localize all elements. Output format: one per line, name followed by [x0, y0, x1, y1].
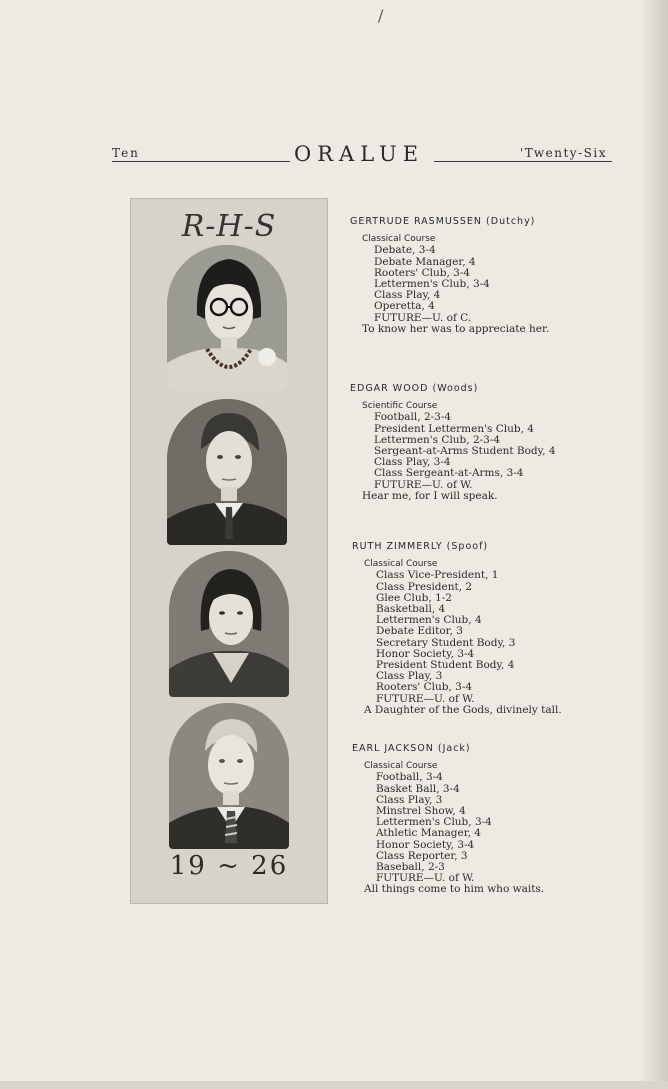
activity: Class Play, 3: [376, 793, 443, 806]
course-label: Classical Course: [362, 234, 436, 245]
portrait-gertrude-rasmussen: [167, 245, 287, 391]
activity: Secretary Student Body, 3: [376, 636, 516, 649]
course-label: Scientific Course: [362, 401, 438, 412]
activity: Lettermen's Club, 3-4: [376, 816, 492, 829]
header-rule-right: [434, 161, 612, 162]
activity: Debate Editor, 3: [376, 625, 463, 638]
activity: FUTURE—U. of W.: [374, 478, 473, 491]
motto: Hear me, for I will speak.: [362, 489, 498, 502]
activity: Basketball, 4: [376, 603, 446, 616]
senior-name: GERTRUDE RASMUSSEN (Dutchy): [350, 216, 536, 227]
activity: President Lettermen's Club, 4: [374, 422, 534, 435]
activity: Class President, 2: [376, 580, 473, 593]
activity: Lettermen's Club, 4: [376, 614, 482, 627]
senior-entry: [352, 541, 562, 716]
activity: Athletic Manager, 4: [376, 827, 481, 840]
activity: Football, 3-4: [376, 771, 443, 784]
activity: Operetta, 4: [374, 300, 435, 313]
motto: To know her was to appreciate her.: [362, 322, 550, 335]
activity: Rooters' Club, 3-4: [376, 681, 473, 694]
publication-title: ORALUE: [294, 142, 425, 166]
motto: A Daughter of the Gods, divinely tall.: [364, 703, 562, 716]
activity: Class Play, 3: [376, 670, 443, 683]
activity: Glee Club, 1-2: [376, 591, 452, 604]
portrait-earl-jackson: [169, 703, 289, 849]
publication-year: 'Twenty-Six: [520, 146, 607, 160]
activity: Sergeant-at-Arms Student Body, 4: [374, 445, 556, 458]
school-monogram: R-H-S: [181, 209, 277, 244]
activity: Debate Manager, 4: [374, 255, 476, 268]
activity: FUTURE—U. of C.: [374, 311, 472, 324]
pencil-mark: /: [378, 6, 384, 25]
activity: Lettermen's Club, 2-3-4: [374, 433, 501, 446]
activity: Rooters' Club, 3-4: [374, 266, 471, 279]
activity: Class Sergeant-at-Arms, 3-4: [374, 467, 524, 480]
senior-name: EDGAR WOOD (Woods): [350, 383, 479, 394]
photo-strip: [130, 198, 328, 904]
activity: President Student Body, 4: [376, 659, 515, 672]
activity: Basket Ball, 3-4: [376, 782, 460, 795]
page-number: Ten: [112, 146, 140, 160]
activity: Class Play, 4: [374, 289, 441, 302]
class-year: 19 ~ 26: [169, 851, 289, 881]
header-rule-left: [112, 161, 290, 162]
activity: Honor Society, 3-4: [376, 838, 475, 851]
activity: Class Vice-President, 1: [376, 569, 499, 582]
senior-entry: [350, 383, 556, 502]
senior-entry: [350, 216, 549, 335]
course-label: Classical Course: [364, 559, 438, 570]
portrait-edgar-wood: [167, 399, 287, 545]
activity: Lettermen's Club, 3-4: [374, 278, 490, 291]
activity: Honor Society, 3-4: [376, 647, 475, 660]
activity: Minstrel Show, 4: [376, 805, 466, 818]
activity: Debate, 3-4: [374, 244, 436, 257]
page-edge-shadow: [640, 0, 668, 1089]
activity: Baseball, 2-3: [376, 861, 445, 874]
portrait-ruth-zimmerly: [169, 551, 289, 697]
course-label: Classical Course: [364, 761, 438, 772]
page-bottom-edge: [0, 1081, 668, 1089]
activity: Class Reporter, 3: [376, 849, 468, 862]
motto: All things come to him who waits.: [364, 883, 545, 896]
senior-name: EARL JACKSON (Jack): [352, 743, 471, 754]
senior-name: RUTH ZIMMERLY (Spoof): [352, 541, 489, 552]
activity: FUTURE—U. of W.: [376, 692, 475, 705]
senior-entry: [352, 743, 544, 896]
activity: Football, 2-3-4: [374, 411, 452, 424]
activity: FUTURE—U. of W.: [376, 872, 475, 885]
activity: Class Play, 3-4: [374, 456, 451, 469]
